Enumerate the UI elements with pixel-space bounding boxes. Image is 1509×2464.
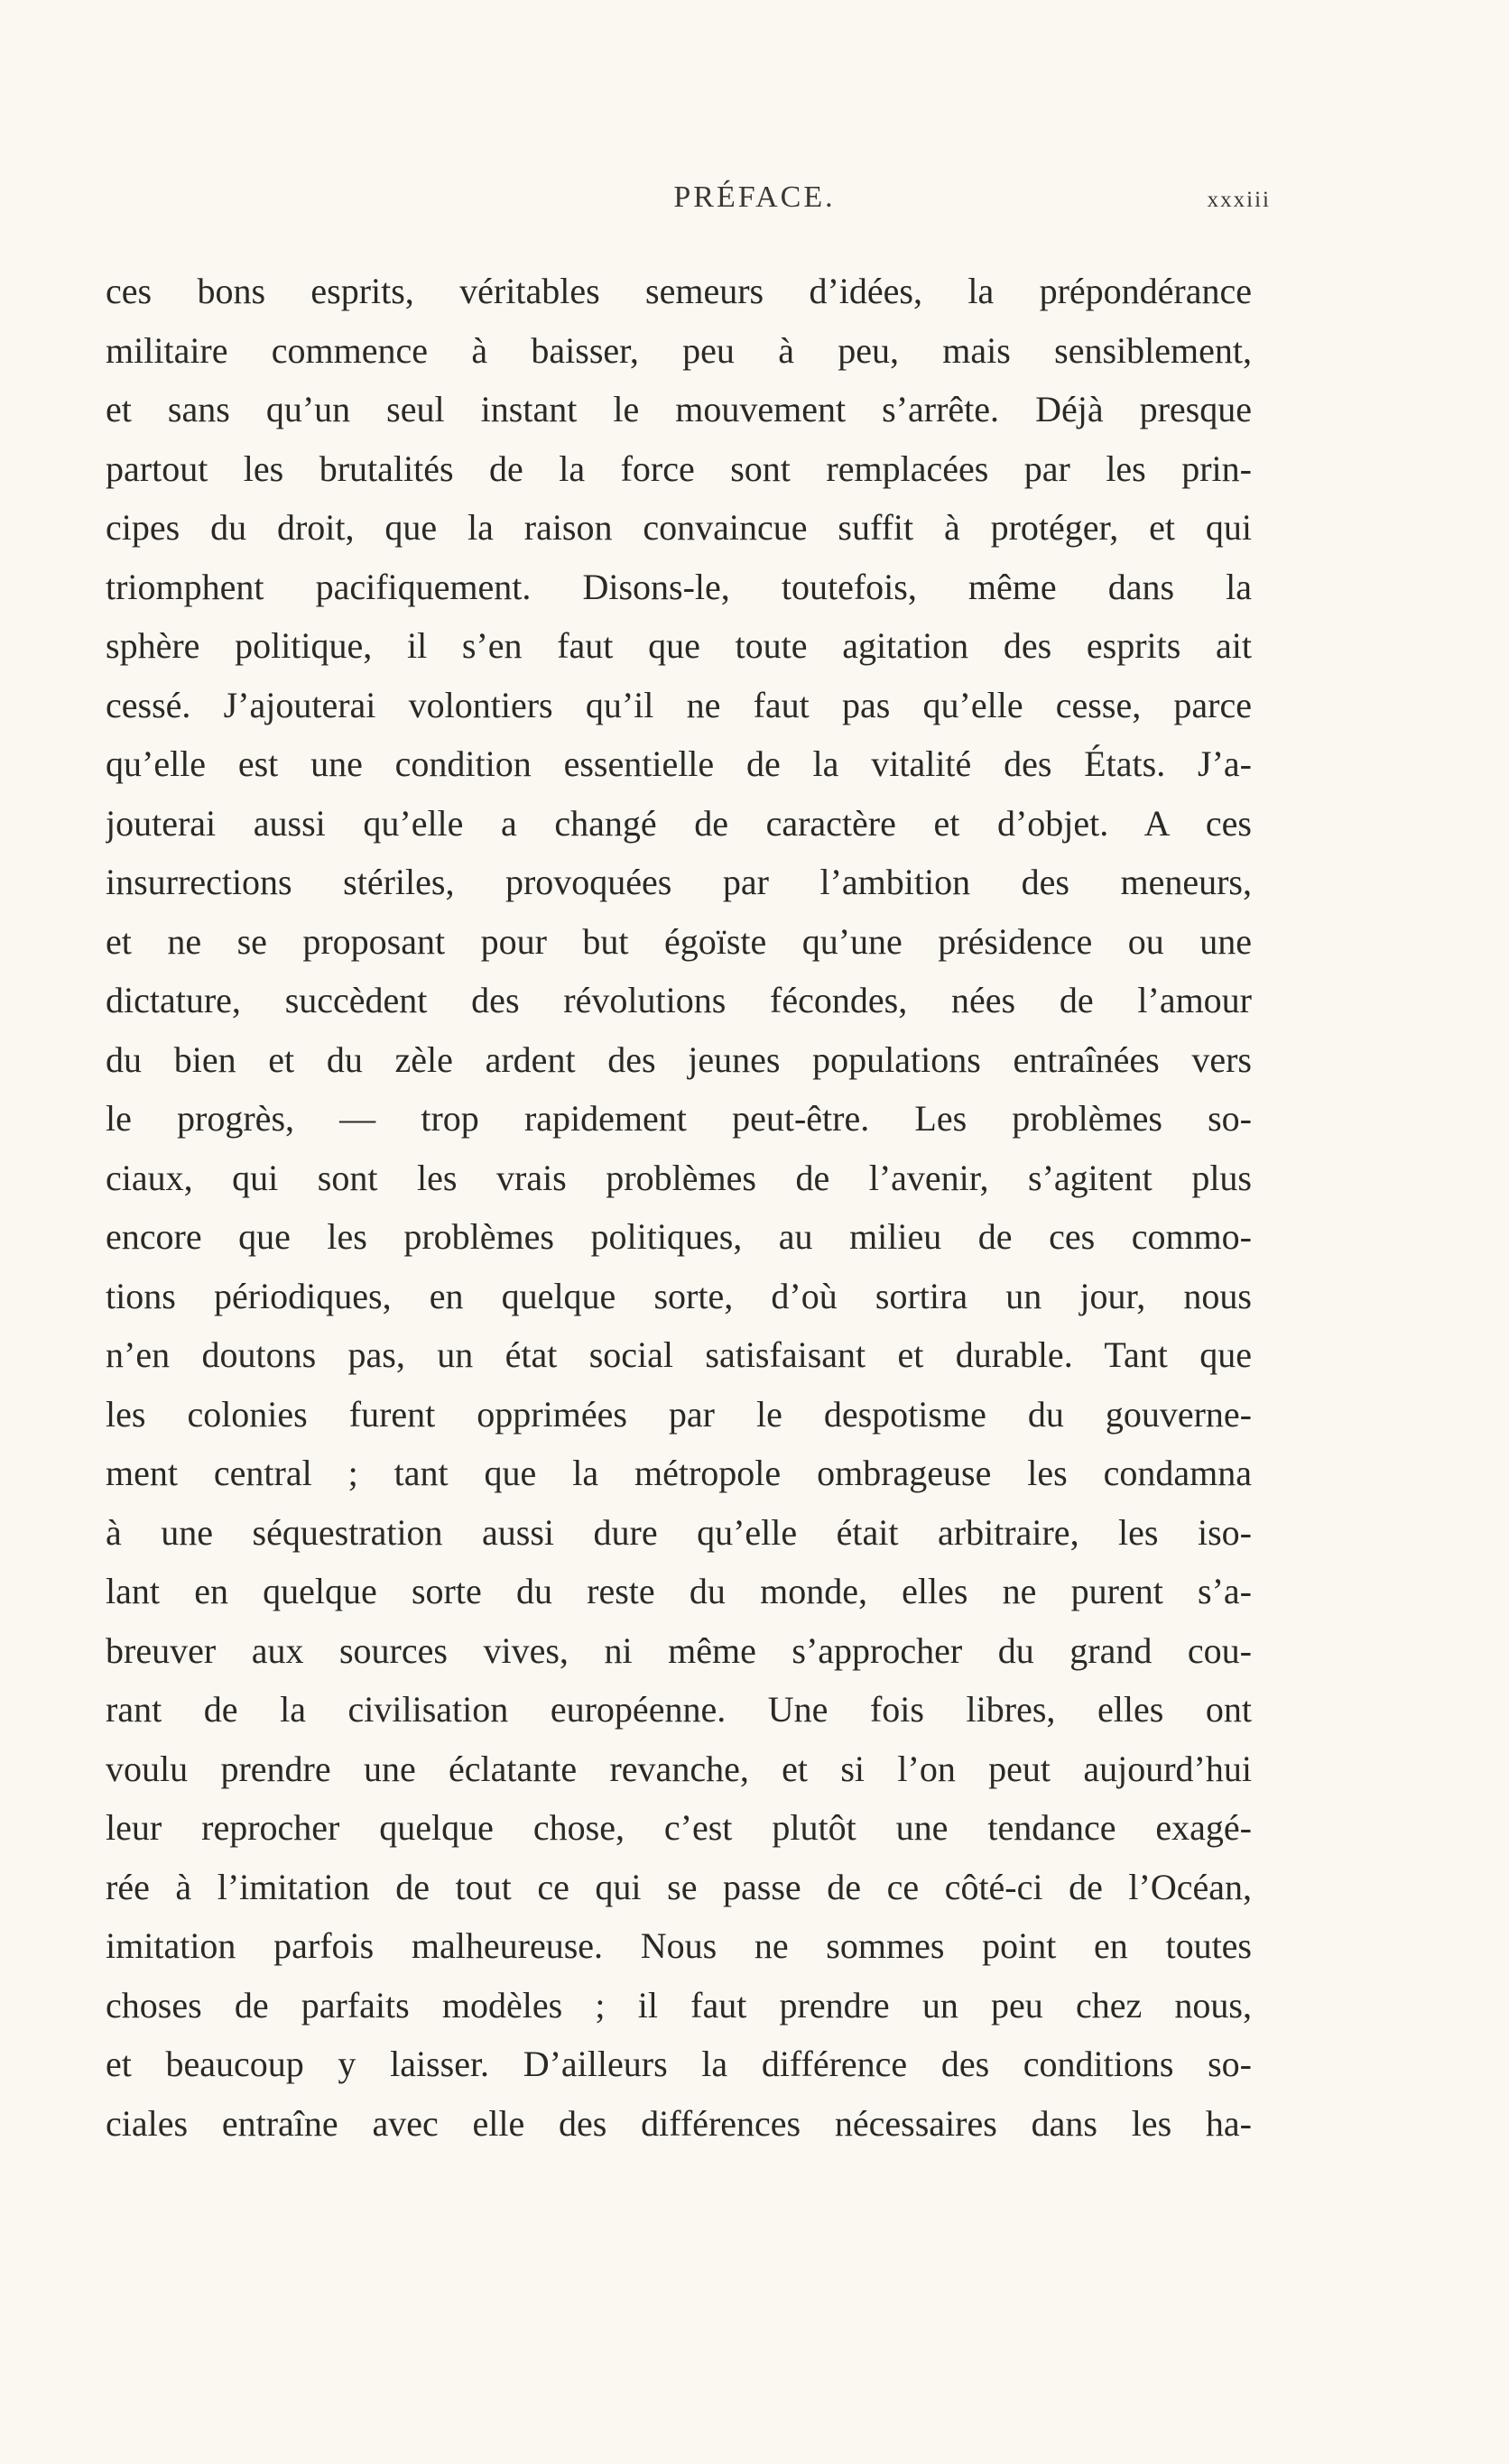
text-line: à une séquestration aussi dure qu’elle était arbitraire, les iso-: [106, 1511, 1252, 1553]
text-line: imitation parfois malheureuse. Nous ne sommes point en toutes: [106, 1925, 1252, 1966]
body-text: [106, 262, 1252, 2153]
running-title: PRÉFACE.: [673, 180, 836, 214]
text-line: cipes du droit, que la raison convaincue suffit à protéger, et qui: [106, 507, 1252, 548]
text-line: dictature, succèdent des révolutions fécondes, nées de l’amour: [106, 980, 1252, 1020]
text-line: rée à l’imitation de tout ce qui se passe de ce côté-ci de l’Océan,: [106, 1866, 1252, 1907]
text-line: tions périodiques, en quelque sorte, d’où sortira un jour, nous: [106, 1275, 1252, 1316]
text-line: jouterai aussi qu’elle a changé de caractère et d’objet. A ces: [106, 802, 1252, 844]
text-line: et sans qu’un seul instant le mouvement s’arrête. Déjà presque: [106, 389, 1252, 429]
text-line: ces bons esprits, véritables semeurs d’idées, la prépondérance: [106, 271, 1252, 311]
text-line: lant en quelque sorte du reste du monde, elles ne purent s’a-: [106, 1571, 1252, 1611]
text-line: le progrès, — trop rapidement peut-être. Les problèmes so-: [106, 1098, 1252, 1139]
page-number: xxxiii: [1207, 188, 1271, 212]
text-line: insurrections stériles, provoquées par l’ambition des meneurs,: [106, 862, 1252, 902]
text-line: et ne se proposant pour but égoïste qu’une présidence ou une: [106, 920, 1252, 962]
text-line: n’en doutons pas, un état social satisfaisant et durable. Tant que: [106, 1334, 1252, 1375]
text-line: qu’elle est une condition essentielle de la vitalité des États. J’a-: [106, 743, 1252, 784]
text-line: voulu prendre une éclatante revanche, et si l’on peut aujourd’hui: [106, 1748, 1252, 1789]
text-line: du bien et du zèle ardent des jeunes populations entraînées vers: [106, 1038, 1252, 1080]
text-line: ment central ; tant que la métropole ombrageuse les condamna: [106, 1453, 1252, 1493]
text-line: sphère politique, il s’en faut que toute agitation des esprits ait: [106, 625, 1252, 666]
text-line: militaire commence à baisser, peu à peu, mais sensiblement,: [106, 329, 1252, 371]
text-line: ciales entraîne avec elle des différences nécessaires dans les ha-: [106, 2102, 1252, 2144]
text-line: triomphent pacifiquement. Disons-le, toutefois, même dans la: [106, 566, 1252, 607]
text-line: breuver aux sources vives, ni même s’approcher du grand cou-: [106, 1629, 1252, 1671]
text-line: ciaux, qui sont les vrais problèmes de l’avenir, s’agitent plus: [106, 1157, 1252, 1198]
text-line: les colonies furent opprimées par le despotisme du gouverne-: [106, 1393, 1252, 1435]
text-line: cessé. J’ajouterai volontiers qu’il ne faut pas qu’elle cesse, parce: [106, 684, 1252, 725]
text-line: choses de parfaits modèles ; il faut prendre un peu chez nous,: [106, 1984, 1252, 2026]
text-line: partout les brutalités de la force sont remplacées par les prin-: [106, 448, 1252, 489]
text-line: rant de la civilisation européenne. Une fois libres, elles ont: [106, 1689, 1252, 1730]
text-line: leur reprocher quelque chose, c’est plutôt une tendance exagé-: [106, 1807, 1252, 1848]
text-line: encore que les problèmes politiques, au milieu de ces commo-: [106, 1216, 1252, 1257]
running-head: [0, 180, 1509, 226]
text-line: et beaucoup y laisser. D’ailleurs la différence des conditions so-: [106, 2044, 1252, 2084]
